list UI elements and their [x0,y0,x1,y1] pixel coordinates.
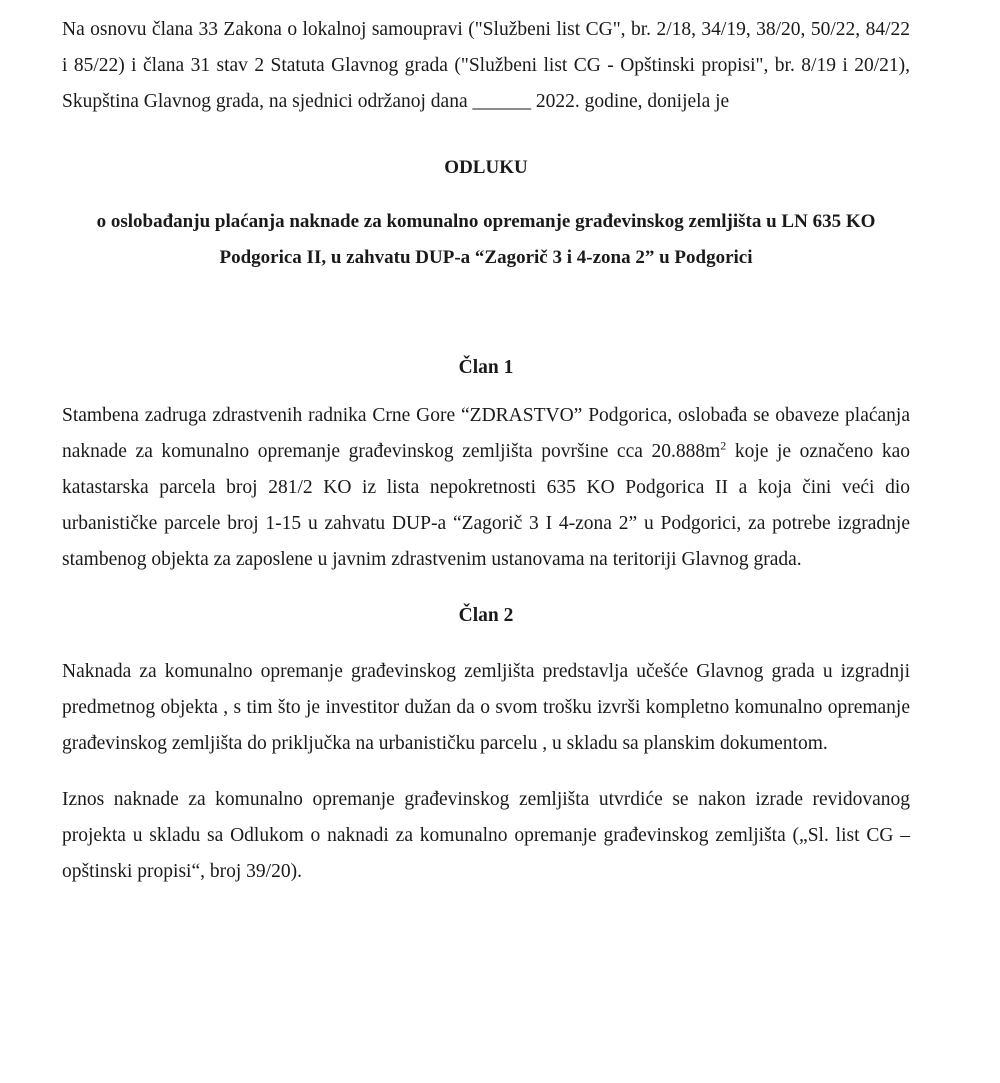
document-subtitle: o oslobađanju plaćanja naknade za komunalno opremanje građevinskog zemljišta u LN 635 KO Podgorica II, u zahvatu DUP-a “Zagorič 3 i 4-zona 2” u Podgorici [96,211,876,268]
article-1-paragraph [62,398,910,578]
date-blank: ______ [472,91,531,112]
area-unit-superscript: 2 [720,438,727,453]
document-title: ODLUKU [444,157,528,178]
intro-text-end: 2022. godine, donijela je [535,91,730,112]
article-2-paragraph-1: Naknada za komunalno opremanje građevinskog zemljišta predstavlja učešće Glavnog grada u izgradnji predmetnog objekta , s tim što je investitor dužan da o svom trošku izvrši kompletno komunalno opremanje građevinskog zemljišta do priključka na urbanističku parcelu , u skladu sa planskim dokumentom. [62,661,910,754]
article-2-paragraph-2: Iznos naknade za komunalno opremanje građevinskog zemljišta utvrdiće se nakon izrade revidovanog projekta u skladu sa Odlukom o naknadi za komunalno opremanje građevinskog zemljišta („Sl. list CG – opštinski propisi“, broj 39/20). [62,789,910,882]
article-1-text-cont: koje je označeno kao katastarska parcela broj 281/2 KO iz lista nepokretnosti 635 KO Podgorica II a koja čini veći dio urbanističke parcele broj 1-15 u zahvatu DUP-a “Zagorič 3 I 4-zona 2” u Podgorici, za potrebe izgradnje stambenog objekta za zaposlene u javnim zdrastvenim ustanovama na teritoriji Glavnog grada. [62,441,910,570]
article-1-heading: Član 1 [458,357,514,378]
intro-text: Na osnovu člana 33 Zakona o lokalnoj samoupravi ("Službeni list CG", br. 2/18, 34/19, 38/20, 50/22, 84/22 i 85/22) i člana 31 stav 2 Statuta Glavnog grada ("Službeni list CG - Opštinski propisi", br. 8/19 i 20/21), Skupština Glavnog grada, na sjednici održanoj dana [62,19,910,112]
document-page [62,12,910,890]
article-2-heading: Član 2 [458,605,514,626]
intro-paragraph [62,12,910,120]
article-1-text: Stambena zadruga zdrastvenih radnika Crne Gore “ZDRASTVO” Podgorica, oslobađa se obaveze plaćanja naknade za komunalno opremanje građevinskog zemljišta površine cca 20.888m [62,405,910,462]
